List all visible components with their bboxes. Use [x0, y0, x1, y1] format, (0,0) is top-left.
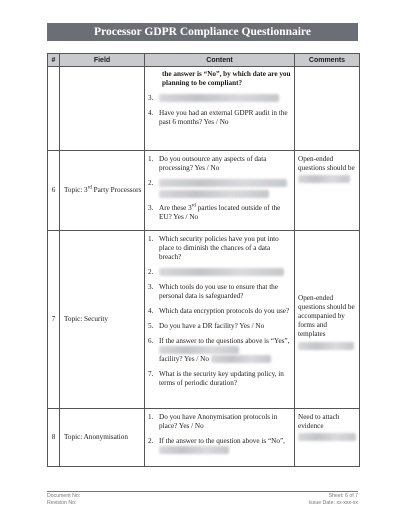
row-content — [145, 231, 295, 409]
row-content — [145, 67, 295, 151]
list-item-text: Do you have Anonymisation protocols in place? Yes / No — [159, 413, 278, 430]
list-item: 3. Are these 3rd parties located outside of the EU? Yes / No — [148, 203, 281, 221]
redacted-text — [211, 355, 271, 363]
table-row — [48, 409, 360, 467]
list-item-text: If the answer to the questions above is “Yes”, — [159, 337, 290, 345]
table-row — [48, 231, 360, 409]
sheet-number: Sheet: 6 of 7 — [328, 493, 358, 499]
redacted-text — [298, 175, 350, 183]
questionnaire-table — [47, 53, 360, 467]
list-item-text: Do you have a DR facility? Yes / No — [159, 322, 265, 330]
row-number — [48, 67, 60, 151]
table-header-row — [48, 54, 360, 67]
redacted-text — [298, 433, 356, 441]
redacted-text — [298, 342, 354, 350]
row-field — [60, 67, 145, 151]
page-footer — [47, 491, 358, 506]
list-item-text: Have you had an external GDPR audit in the past 6 months? Yes / No — [159, 109, 288, 126]
list-item: 4. Have you had an external GDPR audit in the past 6 months? Yes / No — [148, 109, 288, 126]
header-content: Content — [145, 54, 295, 67]
list-item-text: Which security policies have you put into place to diminish the chances of a data breach? — [159, 235, 279, 261]
list-item: 1. Which security policies have you put into place to diminish the chances of a data breach? — [148, 235, 279, 261]
list-item-text: Are these 3rd parties located outside of the EU? Yes / No — [159, 203, 281, 221]
header-comments: Comments — [295, 54, 360, 67]
list-item: 1. Do you outsource any aspects of data processing? Yes / No — [148, 155, 267, 172]
issue-date: Issue Date: xx-xxx-xx — [308, 500, 358, 506]
list-item-text: What is the security key updating policy, in terms of periodic duration? — [159, 370, 284, 387]
header-field: Field — [60, 54, 145, 67]
list-item-text: facility? Yes / No — [159, 355, 209, 363]
list-item-text: Which data encryption protocols do you use? — [159, 307, 290, 315]
redacted-text — [159, 268, 284, 276]
list-item: 3. Which tools do you use to ensure that the personal data is safeguarded? — [148, 283, 278, 300]
revision-number: Revision No: — [47, 500, 77, 506]
list-item: 7. What is the security key updating policy, in terms of periodic duration? — [148, 370, 284, 387]
list-item: 2. — [145, 179, 294, 198]
row-field: Topic: Security — [60, 231, 145, 409]
row-number: 6 — [48, 151, 60, 231]
list-item: 5. Do you have a DR facility? Yes / No — [148, 322, 265, 330]
redacted-text — [159, 190, 269, 198]
row-number: 7 — [48, 231, 60, 409]
list-item-text: Which tools do you use to ensure that the personal data is safeguarded? — [159, 283, 278, 300]
document-title: Processor GDPR Compliance Questionnaire — [47, 23, 358, 41]
document-number: Document No: — [47, 493, 81, 499]
list-item: 1. Do you have Anonymisation protocols in place? Yes / No — [148, 413, 278, 430]
row-comment: Open-ended questions should be accompanied by forms and templates — [295, 231, 360, 409]
list-item: 3. — [145, 94, 294, 103]
row-number: 8 — [48, 409, 60, 467]
list-item — [145, 355, 294, 364]
redacted-text — [159, 179, 287, 187]
list-item-text: If the answer to the question above is “No”, — [159, 437, 285, 445]
list-item: 2. If the answer to the question above is “No”, — [145, 437, 294, 455]
header-num: # — [48, 54, 60, 67]
redacted-text — [159, 446, 229, 454]
row-comment — [295, 67, 360, 151]
row-content — [145, 409, 295, 467]
continuation-text: the answer is “No”, by which date are you planning to be compliant? — [162, 70, 291, 87]
row-field: Topic: 3rd Party Processors — [60, 151, 145, 231]
table-row — [48, 67, 360, 151]
redacted-text — [159, 94, 279, 102]
table-row — [48, 151, 360, 231]
list-item-text: Do you outsource any aspects of data processing? Yes / No — [159, 155, 267, 172]
row-comment: Open-ended questions should be — [295, 151, 360, 231]
redacted-text — [159, 346, 239, 354]
list-item: 6. If the answer to the questions above is “Yes”, — [145, 337, 294, 355]
list-item: 4. Which data encryption protocols do you use? — [148, 307, 290, 315]
row-comment: Need to attach evidence — [295, 409, 360, 467]
row-content — [145, 151, 295, 231]
list-item: 2. — [145, 268, 294, 277]
row-field: Topic: Anonymisation — [60, 409, 145, 467]
